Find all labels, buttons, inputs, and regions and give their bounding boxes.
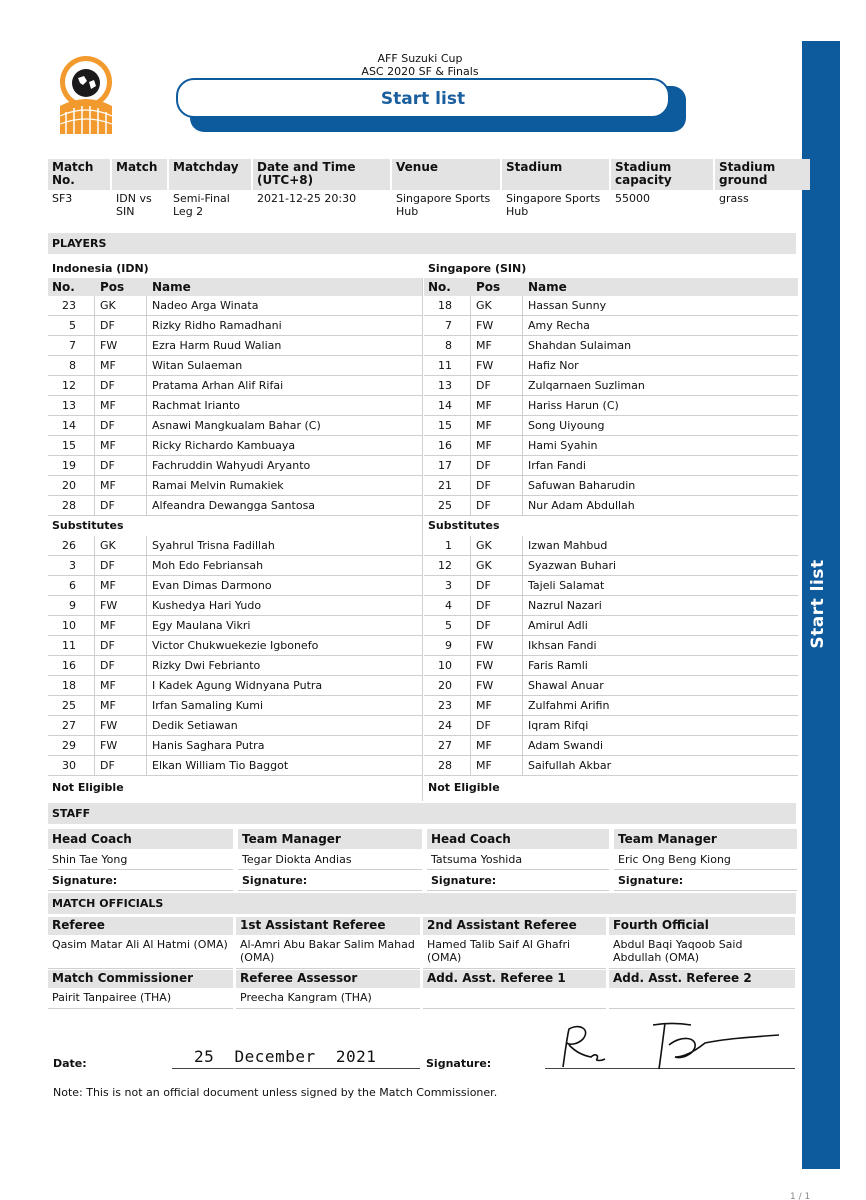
player-position: GK <box>472 556 523 575</box>
substitute-row <box>424 676 798 696</box>
player-table-header <box>424 278 798 296</box>
official-header: Add. Asst. Referee 2 <box>609 970 795 988</box>
match-header-cell: Stadium <box>502 159 609 190</box>
player-position: GK <box>96 536 147 555</box>
player-name: Ezra Harm Ruud Walian <box>152 339 282 352</box>
match-header-cell: Stadium ground <box>715 159 810 190</box>
player-position: MF <box>472 696 523 715</box>
match-value-cell: IDN vs SIN <box>116 192 152 218</box>
team-title: Singapore (SIN) <box>428 262 527 275</box>
player-position: DF <box>96 636 147 655</box>
officials-section-title: MATCH OFFICIALS <box>48 893 796 914</box>
player-name: Song Uiyoung <box>528 419 605 432</box>
substitute-row <box>424 536 798 556</box>
cup-line2: ASC 2020 SF & Finals <box>361 65 479 78</box>
banner-title: Start list <box>176 78 670 118</box>
player-name: Moh Edo Febriansah <box>152 559 264 572</box>
team-singapore <box>424 260 798 798</box>
player-number: 4 <box>424 596 471 615</box>
staff-signature-label: Signature: <box>427 871 609 891</box>
not-eligible-title: Not Eligible <box>428 781 500 794</box>
player-position: DF <box>472 376 523 395</box>
player-row <box>48 496 422 516</box>
staff-signature-label: Signature: <box>48 871 233 891</box>
player-number: 15 <box>48 436 95 455</box>
match-value-cell: Singapore Sports Hub <box>506 192 601 218</box>
player-number: 26 <box>48 536 95 555</box>
player-number: 7 <box>48 336 95 355</box>
cup-line1: AFF Suzuki Cup <box>377 52 463 65</box>
player-table-header <box>48 278 422 296</box>
player-number: 20 <box>424 676 471 695</box>
player-number: 7 <box>424 316 471 335</box>
player-number: 27 <box>48 716 95 735</box>
substitute-row <box>424 696 798 716</box>
player-position: DF <box>96 556 147 575</box>
substitute-row <box>48 616 422 636</box>
staff-header: Team Manager <box>238 829 422 849</box>
player-name: Faris Ramli <box>528 659 588 672</box>
match-header-cell: Venue <box>392 159 500 190</box>
player-name: Iqram Rifqi <box>528 719 589 732</box>
player-position: MF <box>472 736 523 755</box>
player-position: MF <box>472 436 523 455</box>
player-position: FW <box>472 356 523 375</box>
player-name: Kushedya Hari Yudo <box>152 599 262 612</box>
substitute-row <box>48 536 422 556</box>
player-number: 24 <box>424 716 471 735</box>
match-info-table <box>48 159 796 229</box>
match-value-cell: grass <box>719 192 749 205</box>
player-number: 9 <box>424 636 471 655</box>
staff-signature-label: Signature: <box>614 871 797 891</box>
player-position: FW <box>96 716 147 735</box>
player-name: Amy Recha <box>528 319 590 332</box>
match-value-cell: Semi-Final Leg 2 <box>173 192 230 218</box>
player-name: Zulqarnaen Suzliman <box>528 379 645 392</box>
player-number: 8 <box>48 356 95 375</box>
player-position: GK <box>96 296 147 315</box>
sidebar-title: Start list <box>808 559 828 649</box>
player-row <box>48 396 422 416</box>
player-position: DF <box>96 496 147 515</box>
player-name: Shawal Anuar <box>528 679 604 692</box>
staff-header: Team Manager <box>614 829 797 849</box>
official-header: Add. Asst. Referee 1 <box>423 970 606 988</box>
match-header-cell: Match No. <box>48 159 110 190</box>
match-header-cell: Match <box>112 159 167 190</box>
player-position: MF <box>472 756 523 775</box>
player-position: DF <box>472 616 523 635</box>
player-name: Saifullah Akbar <box>528 759 612 772</box>
player-position: DF <box>96 376 147 395</box>
player-number: 1 <box>424 536 471 555</box>
team-indonesia <box>48 260 422 798</box>
player-position: FW <box>472 316 523 335</box>
substitutes-title: Substitutes <box>428 519 500 532</box>
player-number: 11 <box>424 356 471 375</box>
player-number: 12 <box>48 376 95 395</box>
substitute-row <box>48 696 422 716</box>
player-number: 28 <box>48 496 95 515</box>
official-header: 2nd Assistant Referee <box>423 917 606 935</box>
player-position: MF <box>96 436 147 455</box>
player-name: Syazwan Buhari <box>528 559 617 572</box>
player-number: 9 <box>48 596 95 615</box>
player-name: Evan Dimas Darmono <box>152 579 272 592</box>
match-header-cell: Date and Time (UTC+8) <box>253 159 390 190</box>
staff-name: Tatsuma Yoshida <box>427 850 609 870</box>
official-name: Qasim Matar Ali Al Hatmi (OMA) <box>48 936 233 969</box>
player-position: FW <box>96 596 147 615</box>
match-value-cell: 55000 <box>615 192 650 205</box>
substitute-row <box>424 576 798 596</box>
player-number: 16 <box>424 436 471 455</box>
player-row <box>48 336 422 356</box>
player-number: 13 <box>48 396 95 415</box>
staff-name: Shin Tae Yong <box>48 850 233 870</box>
col-header-pos: Pos <box>476 280 501 294</box>
match-header-cell: Stadium capacity <box>611 159 713 190</box>
player-position: DF <box>96 756 147 775</box>
player-name: Adam Swandi <box>528 739 603 752</box>
player-name: Egy Maulana Vikri <box>152 619 251 632</box>
player-number: 25 <box>424 496 471 515</box>
player-number: 5 <box>424 616 471 635</box>
player-number: 29 <box>48 736 95 755</box>
staff-name: Tegar Diokta Andias <box>238 850 422 870</box>
player-number: 28 <box>424 756 471 775</box>
substitute-row <box>424 656 798 676</box>
match-header-cell: Matchday <box>169 159 251 190</box>
substitute-row <box>48 736 422 756</box>
substitute-row <box>424 596 798 616</box>
player-row <box>424 496 798 516</box>
player-name: Shahdan Sulaiman <box>528 339 632 352</box>
player-name: I Kadek Agung Widnyana Putra <box>152 679 323 692</box>
official-name: Hamed Talib Saif Al Ghafri (OMA) <box>423 936 606 969</box>
staff-header: Head Coach <box>48 829 233 849</box>
player-name: Hariss Harun (C) <box>528 399 619 412</box>
player-position: DF <box>472 456 523 475</box>
player-position: DF <box>472 496 523 515</box>
player-number: 5 <box>48 316 95 335</box>
player-number: 18 <box>424 296 471 315</box>
player-number: 17 <box>424 456 471 475</box>
player-number: 13 <box>424 376 471 395</box>
player-row <box>48 316 422 336</box>
player-name: Syahrul Trisna Fadillah <box>152 539 275 552</box>
player-position: DF <box>96 416 147 435</box>
player-name: Hassan Sunny <box>528 299 607 312</box>
player-row <box>48 476 422 496</box>
player-position: MF <box>472 396 523 415</box>
player-row <box>48 456 422 476</box>
substitute-row <box>424 556 798 576</box>
substitute-row <box>424 636 798 656</box>
player-number: 23 <box>48 296 95 315</box>
player-name: Rachmat Irianto <box>152 399 241 412</box>
player-number: 3 <box>48 556 95 575</box>
player-number: 8 <box>424 336 471 355</box>
players-section-title: PLAYERS <box>48 233 796 254</box>
player-number: 16 <box>48 656 95 675</box>
official-name <box>423 989 606 1009</box>
disclaimer-note: Note: This is not an official document unless signed by the Match Commissioner. <box>53 1086 498 1099</box>
player-row <box>48 296 422 316</box>
col-header-name: Name <box>152 280 191 294</box>
player-name: Safuwan Baharudin <box>528 479 636 492</box>
player-row <box>48 356 422 376</box>
staff-header: Head Coach <box>427 829 609 849</box>
player-row <box>424 456 798 476</box>
player-number: 27 <box>424 736 471 755</box>
player-name: Izwan Mahbud <box>528 539 608 552</box>
official-name: Preecha Kangram (THA) <box>236 989 420 1009</box>
player-position: FW <box>472 636 523 655</box>
player-position: FW <box>96 736 147 755</box>
signature-label: Signature: <box>426 1057 492 1070</box>
player-name: Tajeli Salamat <box>528 579 605 592</box>
player-number: 23 <box>424 696 471 715</box>
player-position: DF <box>96 316 147 335</box>
player-name: Nazrul Nazari <box>528 599 602 612</box>
player-position: MF <box>96 676 147 695</box>
official-name: Pairit Tanpairee (THA) <box>48 989 233 1009</box>
official-header: Fourth Official <box>609 917 795 935</box>
player-position: FW <box>96 336 147 355</box>
match-value-cell: 2021-12-25 20:30 <box>257 192 357 205</box>
col-header-pos: Pos <box>100 280 125 294</box>
staff-section-title: STAFF <box>48 803 796 824</box>
player-name: Zulfahmi Arifin <box>528 699 610 712</box>
player-name: Amirul Adli <box>528 619 588 632</box>
player-number: 11 <box>48 636 95 655</box>
player-name: Ikhsan Fandi <box>528 639 597 652</box>
player-name: Rizky Dwi Febrianto <box>152 659 261 672</box>
player-position: MF <box>96 696 147 715</box>
substitute-row <box>48 716 422 736</box>
player-position: MF <box>96 356 147 375</box>
player-position: MF <box>96 476 147 495</box>
player-number: 6 <box>48 576 95 595</box>
substitute-row <box>424 616 798 636</box>
player-position: DF <box>472 476 523 495</box>
player-name: Irfan Samaling Kumi <box>152 699 263 712</box>
player-number: 30 <box>48 756 95 775</box>
player-name: Witan Sulaeman <box>152 359 243 372</box>
aff-logo <box>56 52 116 134</box>
player-position: FW <box>472 676 523 695</box>
player-name: Elkan William Tio Baggot <box>152 759 289 772</box>
player-number: 10 <box>424 656 471 675</box>
official-name: Al-Amri Abu Bakar Salim Mahad (OMA) <box>236 936 420 969</box>
player-name: Pratama Arhan Alif Rifai <box>152 379 284 392</box>
player-name: Hafiz Nor <box>528 359 579 372</box>
player-row <box>424 436 798 456</box>
player-position: DF <box>96 656 147 675</box>
player-position: MF <box>96 616 147 635</box>
player-row <box>424 376 798 396</box>
player-name: Victor Chukwuekezie Igbonefo <box>152 639 319 652</box>
not-eligible-title: Not Eligible <box>52 781 124 794</box>
player-position: MF <box>472 336 523 355</box>
player-row <box>48 436 422 456</box>
player-position: GK <box>472 536 523 555</box>
team-title: Indonesia (IDN) <box>52 262 149 275</box>
player-number: 25 <box>48 696 95 715</box>
player-position: MF <box>96 396 147 415</box>
player-position: MF <box>472 416 523 435</box>
player-number: 14 <box>424 396 471 415</box>
player-row <box>48 416 422 436</box>
staff-name: Eric Ong Beng Kiong <box>614 850 797 870</box>
date-label: Date: <box>53 1057 87 1070</box>
player-number: 15 <box>424 416 471 435</box>
cup-title <box>300 52 540 78</box>
substitute-row <box>424 736 798 756</box>
player-name: Nur Adam Abdullah <box>528 499 635 512</box>
player-name: Fachruddin Wahyudi Aryanto <box>152 459 311 472</box>
player-name: Ramai Melvin Rumakiek <box>152 479 284 492</box>
player-row <box>48 376 422 396</box>
official-header: Referee Assessor <box>236 970 420 988</box>
player-row <box>424 416 798 436</box>
player-name: Nadeo Arga Winata <box>152 299 259 312</box>
player-position: FW <box>472 656 523 675</box>
staff-signature-label: Signature: <box>238 871 422 891</box>
player-position: DF <box>472 576 523 595</box>
player-name: Ricky Richardo Kambuaya <box>152 439 296 452</box>
player-row <box>424 336 798 356</box>
player-number: 14 <box>48 416 95 435</box>
player-number: 12 <box>424 556 471 575</box>
match-value-cell: Singapore Sports Hub <box>396 192 491 218</box>
player-name: Hanis Saghara Putra <box>152 739 265 752</box>
player-number: 21 <box>424 476 471 495</box>
player-row <box>424 356 798 376</box>
substitute-row <box>48 556 422 576</box>
col-header-no: No. <box>52 280 75 294</box>
player-position: GK <box>472 296 523 315</box>
player-row <box>424 316 798 336</box>
player-name: Hami Syahin <box>528 439 598 452</box>
substitute-row <box>48 596 422 616</box>
page-indicator: 1 / 1 <box>790 1192 811 1200</box>
official-name <box>609 989 795 1009</box>
team-divider <box>422 278 423 801</box>
staff-table <box>48 829 796 891</box>
player-number: 19 <box>48 456 95 475</box>
player-position: MF <box>96 576 147 595</box>
player-row <box>424 296 798 316</box>
player-number: 3 <box>424 576 471 595</box>
player-name: Irfan Fandi <box>528 459 586 472</box>
player-row <box>424 476 798 496</box>
player-position: DF <box>472 596 523 615</box>
player-number: 10 <box>48 616 95 635</box>
substitutes-title: Substitutes <box>52 519 124 532</box>
player-position: DF <box>472 716 523 735</box>
substitute-row <box>48 656 422 676</box>
official-header: 1st Assistant Referee <box>236 917 420 935</box>
official-name: Abdul Baqi Yaqoob Said Abdullah (OMA) <box>609 936 795 969</box>
player-number: 20 <box>48 476 95 495</box>
player-name: Dedik Setiawan <box>152 719 238 732</box>
handwritten-signature <box>555 1015 785 1071</box>
substitute-row <box>48 576 422 596</box>
substitute-row <box>48 756 422 776</box>
col-header-no: No. <box>428 280 451 294</box>
substitute-row <box>48 676 422 696</box>
substitute-row <box>424 756 798 776</box>
player-name: Alfeandra Dewangga Santosa <box>152 499 316 512</box>
player-number: 18 <box>48 676 95 695</box>
substitute-row <box>48 636 422 656</box>
col-header-name: Name <box>528 280 567 294</box>
player-name: Rizky Ridho Ramadhani <box>152 319 282 332</box>
player-row <box>424 396 798 416</box>
date-value: 25 December 2021 <box>172 1047 420 1069</box>
substitute-row <box>424 716 798 736</box>
official-header: Referee <box>48 917 233 935</box>
match-value-cell: SF3 <box>52 192 73 205</box>
player-position: DF <box>96 456 147 475</box>
player-name: Asnawi Mangkualam Bahar (C) <box>152 419 321 432</box>
official-header: Match Commissioner <box>48 970 233 988</box>
officials-table <box>48 917 796 1009</box>
